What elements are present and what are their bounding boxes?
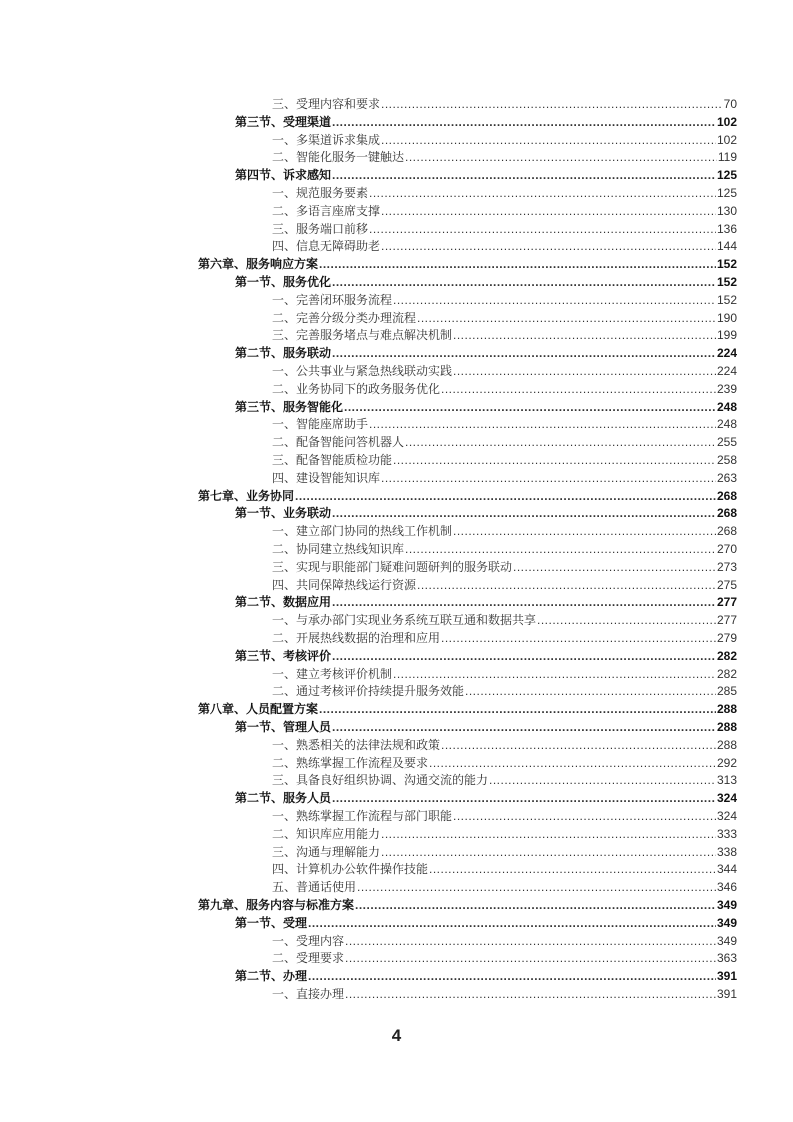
toc-item-entry[interactable] bbox=[272, 665, 737, 683]
dot-leader bbox=[319, 255, 716, 273]
toc-entry-title: 一、建立考核评价机制 bbox=[272, 666, 393, 681]
dot-leader bbox=[381, 131, 716, 149]
toc-entry-page: 391 bbox=[716, 969, 737, 984]
toc-entry-title: 第三节、受理渠道 bbox=[235, 114, 332, 129]
toc-entry-page: 324 bbox=[716, 809, 737, 823]
dot-leader bbox=[429, 754, 716, 772]
toc-item-entry[interactable] bbox=[272, 629, 737, 647]
toc-entry-title: 第九章、服务内容与标准方案 bbox=[198, 898, 355, 912]
toc-item-entry[interactable] bbox=[272, 878, 737, 896]
dot-leader bbox=[381, 843, 716, 861]
toc-section-entry[interactable] bbox=[235, 166, 737, 184]
toc-chapter-entry[interactable] bbox=[198, 487, 737, 505]
dot-leader bbox=[332, 718, 716, 736]
toc-entry-page: 282 bbox=[716, 648, 737, 663]
dot-leader bbox=[295, 487, 716, 505]
toc-entry-page: 152 bbox=[716, 275, 737, 289]
toc-item-entry[interactable] bbox=[272, 807, 737, 825]
toc-entry-page: 270 bbox=[716, 542, 737, 556]
toc-entry-title: 一、熟悉相关的法律法规和政策 bbox=[272, 737, 441, 752]
toc-entry-title: 五、普通话使用 bbox=[272, 880, 357, 895]
dot-leader bbox=[332, 166, 716, 184]
toc-item-entry[interactable] bbox=[272, 540, 737, 558]
toc-item-entry[interactable] bbox=[272, 184, 737, 202]
toc-entry-title: 二、完善分级分类办理流程 bbox=[272, 310, 417, 325]
toc-entry-page: 102 bbox=[716, 114, 737, 129]
toc-item-entry[interactable] bbox=[272, 860, 737, 878]
toc-entry-title: 第七章、业务协同 bbox=[198, 488, 295, 503]
toc-entry-title: 第八章、人员配置方案 bbox=[198, 702, 319, 717]
toc-entry-title: 第二节、数据应用 bbox=[235, 595, 332, 610]
toc-entry-title: 二、智能化服务一键触达 bbox=[272, 150, 405, 165]
toc-entry-title: 一、受理内容 bbox=[272, 933, 345, 948]
dot-leader bbox=[429, 860, 716, 878]
dot-leader bbox=[513, 558, 716, 576]
dot-leader bbox=[332, 593, 716, 611]
toc-item-entry[interactable] bbox=[272, 220, 737, 238]
toc-entry-page: 268 bbox=[716, 488, 737, 503]
toc-entry-page: 338 bbox=[716, 844, 737, 859]
dot-leader bbox=[345, 985, 716, 1003]
toc-item-entry[interactable] bbox=[272, 326, 737, 344]
toc-entry-page: 277 bbox=[716, 613, 737, 628]
dot-leader bbox=[393, 451, 716, 469]
toc-entry-title: 三、配备智能质检功能 bbox=[272, 453, 393, 467]
toc-entry-page: 275 bbox=[716, 577, 737, 592]
dot-leader bbox=[537, 611, 716, 629]
toc-entry-title: 四、计算机办公软件操作技能 bbox=[272, 862, 429, 877]
toc-entry-page: 258 bbox=[716, 453, 737, 467]
toc-entry-title: 二、熟练掌握工作流程及要求 bbox=[272, 755, 429, 770]
dot-leader bbox=[357, 878, 716, 896]
dot-leader bbox=[441, 736, 716, 754]
dot-leader bbox=[332, 273, 716, 291]
toc-entry-page: 346 bbox=[716, 880, 737, 895]
toc-entry-page: 119 bbox=[717, 150, 737, 165]
toc-entry-page: 136 bbox=[716, 221, 737, 236]
toc-entry-page: 277 bbox=[716, 595, 737, 610]
toc-entry-page: 255 bbox=[716, 435, 737, 450]
toc-item-entry[interactable] bbox=[272, 415, 737, 433]
toc-section-entry[interactable] bbox=[235, 593, 737, 611]
dot-leader bbox=[381, 237, 716, 255]
toc-item-entry[interactable] bbox=[272, 95, 737, 113]
dot-leader bbox=[355, 896, 716, 914]
toc-item-entry[interactable] bbox=[272, 932, 737, 950]
dot-leader bbox=[381, 202, 716, 220]
toc-entry-page: 239 bbox=[716, 381, 737, 396]
toc-item-entry[interactable] bbox=[272, 949, 737, 967]
toc-entry-title: 第六章、服务响应方案 bbox=[198, 257, 319, 272]
dot-leader bbox=[381, 95, 723, 113]
toc-entry-page: 344 bbox=[716, 862, 737, 877]
dot-leader bbox=[417, 576, 716, 594]
toc-entry-title: 三、受理内容和要求 bbox=[272, 97, 381, 111]
toc-entry-title: 二、业务协同下的政务服务优化 bbox=[272, 381, 441, 396]
toc-item-entry[interactable] bbox=[272, 380, 737, 398]
dot-leader bbox=[332, 113, 716, 131]
toc-entry-title: 第一节、服务优化 bbox=[235, 275, 332, 289]
toc-entry-title: 一、建立部门协同的热线工作机制 bbox=[272, 524, 453, 539]
toc-entry-page: 268 bbox=[716, 524, 737, 539]
toc-entry-page: 152 bbox=[716, 257, 737, 272]
toc-entry-title: 四、信息无障碍助老 bbox=[272, 239, 381, 254]
toc-entry-page: 288 bbox=[716, 702, 737, 717]
toc-item-entry[interactable] bbox=[272, 433, 737, 451]
page-number: 4 bbox=[391, 1026, 402, 1045]
toc-entry-title: 第一节、业务联动 bbox=[235, 506, 332, 521]
toc-chapter-entry[interactable] bbox=[198, 255, 737, 273]
toc-item-entry[interactable] bbox=[272, 362, 737, 380]
toc-entry-page: 224 bbox=[716, 346, 737, 361]
toc-entry-page: 144 bbox=[716, 239, 737, 254]
toc-entry-page: 263 bbox=[716, 470, 737, 485]
toc-entry-page: 324 bbox=[716, 791, 737, 806]
toc-entry-page: 248 bbox=[716, 417, 737, 432]
dot-leader bbox=[441, 629, 716, 647]
toc-item-entry[interactable] bbox=[272, 309, 737, 327]
toc-entry-title: 二、通过考核评价持续提升服务效能 bbox=[272, 684, 465, 699]
toc-entry-title: 第二节、服务联动 bbox=[235, 346, 332, 361]
toc-item-entry[interactable] bbox=[272, 843, 737, 861]
toc-section-entry[interactable] bbox=[235, 718, 737, 736]
toc-entry-title: 第二节、服务人员 bbox=[235, 791, 332, 806]
dot-leader bbox=[344, 398, 716, 416]
toc-item-entry[interactable] bbox=[272, 291, 737, 309]
toc-item-entry[interactable] bbox=[272, 451, 737, 469]
toc-entry-title: 二、受理要求 bbox=[272, 951, 345, 966]
toc-section-entry[interactable] bbox=[235, 647, 737, 665]
dot-leader bbox=[345, 949, 716, 967]
toc-item-entry[interactable] bbox=[272, 148, 737, 166]
toc-entry-title: 第一节、受理 bbox=[235, 915, 308, 930]
toc-entry-title: 第三节、服务智能化 bbox=[235, 399, 344, 414]
dot-leader bbox=[345, 932, 716, 950]
toc-entry-page: 190 bbox=[716, 310, 737, 325]
toc-entry-title: 第一节、管理人员 bbox=[235, 720, 332, 734]
toc-entry-page: 349 bbox=[716, 933, 737, 948]
toc-item-entry[interactable] bbox=[272, 558, 737, 576]
toc-item-entry[interactable] bbox=[272, 576, 737, 594]
toc-section-entry[interactable] bbox=[235, 967, 737, 985]
dot-leader bbox=[381, 469, 716, 487]
toc-item-entry[interactable] bbox=[272, 611, 737, 629]
dot-leader bbox=[308, 967, 716, 985]
toc-entry-page: 125 bbox=[716, 168, 737, 183]
toc-entry-title: 四、共同保障热线运行资源 bbox=[272, 577, 417, 592]
toc-entry-title: 三、完善服务堵点与难点解决机制 bbox=[272, 328, 453, 343]
toc-entry-page: 125 bbox=[716, 186, 737, 200]
toc-entry-page: 363 bbox=[716, 951, 737, 966]
toc-item-entry[interactable] bbox=[272, 202, 737, 220]
dot-leader bbox=[453, 362, 716, 380]
toc-entry-title: 二、开展热线数据的治理和应用 bbox=[272, 631, 441, 645]
toc-chapter-entry[interactable] bbox=[198, 700, 737, 718]
toc-entry-page: 292 bbox=[716, 755, 737, 770]
toc-entry-page: 102 bbox=[716, 132, 737, 147]
toc-item-entry[interactable] bbox=[272, 754, 737, 772]
toc-entry-page: 288 bbox=[716, 720, 737, 734]
toc-item-entry[interactable] bbox=[272, 771, 737, 789]
toc-section-entry[interactable] bbox=[235, 344, 737, 362]
toc-entry-title: 第二节、办理 bbox=[235, 969, 308, 984]
toc-entry-page: 349 bbox=[716, 915, 737, 930]
toc-entry-title: 一、与承办部门实现业务系统互联互通和数据共享 bbox=[272, 613, 537, 628]
toc-entry-page: 391 bbox=[716, 987, 737, 1001]
toc-chapter-entry[interactable] bbox=[198, 896, 737, 914]
toc-entry-page: 273 bbox=[716, 559, 737, 574]
toc-entry-title: 一、智能座席助手 bbox=[272, 417, 369, 432]
toc-item-entry[interactable] bbox=[272, 131, 737, 149]
toc-entry-page: 199 bbox=[716, 328, 737, 343]
toc-section-entry[interactable] bbox=[235, 113, 737, 131]
dot-leader bbox=[417, 309, 716, 327]
toc-entry-title: 四、建设智能知识库 bbox=[272, 470, 381, 485]
toc-entry-title: 三、具备良好组织协调、沟通交流的能力 bbox=[272, 773, 489, 788]
dot-leader bbox=[332, 344, 716, 362]
dot-leader bbox=[393, 665, 716, 683]
dot-leader bbox=[332, 647, 716, 665]
toc-entry-page: 268 bbox=[716, 506, 737, 521]
dot-leader bbox=[453, 326, 716, 344]
toc-item-entry[interactable] bbox=[272, 736, 737, 754]
toc-entry-page: 282 bbox=[716, 666, 737, 681]
toc-item-entry[interactable] bbox=[272, 825, 737, 843]
dot-leader bbox=[489, 771, 716, 789]
toc-entry-title: 第四节、诉求感知 bbox=[235, 168, 332, 183]
dot-leader bbox=[381, 825, 716, 843]
dot-leader bbox=[332, 789, 716, 807]
toc-entry-page: 70 bbox=[723, 97, 737, 111]
toc-entry-page: 152 bbox=[716, 292, 737, 307]
toc-entry-title: 一、熟练掌握工作流程与部门职能 bbox=[272, 809, 453, 823]
toc-item-entry[interactable] bbox=[272, 237, 737, 255]
toc-item-entry[interactable] bbox=[272, 469, 737, 487]
toc-section-entry[interactable] bbox=[235, 504, 737, 522]
toc-entry-title: 一、规范服务要素 bbox=[272, 186, 369, 200]
toc-entry-page: 224 bbox=[716, 364, 737, 378]
toc-entry-title: 三、沟通与理解能力 bbox=[272, 844, 381, 859]
toc-entry-title: 三、服务端口前移 bbox=[272, 221, 369, 236]
toc-entry-title: 三、实现与职能部门疑难问题研判的服务联动 bbox=[272, 559, 513, 574]
dot-leader bbox=[405, 540, 716, 558]
toc-entry-title: 二、协同建立热线知识库 bbox=[272, 542, 405, 556]
toc-entry-title: 一、直接办理 bbox=[272, 987, 345, 1001]
dot-leader bbox=[319, 700, 716, 718]
dot-leader bbox=[405, 148, 717, 166]
dot-leader bbox=[441, 380, 716, 398]
dot-leader bbox=[393, 291, 716, 309]
toc-entry-title: 一、公共事业与紧急热线联动实践 bbox=[272, 364, 453, 378]
toc-entry-title: 二、多语言座席支撑 bbox=[272, 203, 381, 218]
toc-entry-title: 一、完善闭环服务流程 bbox=[272, 292, 393, 307]
dot-leader bbox=[453, 807, 716, 825]
toc-entry-title: 第三节、考核评价 bbox=[235, 648, 332, 663]
toc-entry-page: 288 bbox=[716, 737, 737, 752]
dot-leader bbox=[453, 522, 716, 540]
toc-entry-page: 248 bbox=[716, 399, 737, 414]
toc-section-entry[interactable] bbox=[235, 273, 737, 291]
dot-leader bbox=[369, 184, 716, 202]
toc-item-entry[interactable] bbox=[272, 522, 737, 540]
dot-leader bbox=[369, 415, 716, 433]
toc-entry-page: 285 bbox=[716, 684, 737, 699]
toc-entry-page: 279 bbox=[716, 631, 737, 645]
dot-leader bbox=[465, 682, 716, 700]
dot-leader bbox=[308, 914, 716, 932]
toc-entry-page: 333 bbox=[716, 826, 737, 841]
toc-entry-title: 二、知识库应用能力 bbox=[272, 826, 381, 841]
toc-entry-page: 313 bbox=[716, 773, 737, 788]
toc-item-entry[interactable] bbox=[272, 682, 737, 700]
toc-item-entry[interactable] bbox=[272, 985, 737, 1003]
dot-leader bbox=[332, 504, 716, 522]
toc-entry-title: 一、多渠道诉求集成 bbox=[272, 132, 381, 147]
toc-section-entry[interactable] bbox=[235, 914, 737, 932]
toc-entry-title: 二、配备智能问答机器人 bbox=[272, 435, 405, 450]
toc-entry-page: 349 bbox=[716, 898, 737, 912]
dot-leader bbox=[369, 220, 716, 238]
toc-entry-page: 130 bbox=[716, 203, 737, 218]
toc-section-entry[interactable] bbox=[235, 789, 737, 807]
dot-leader bbox=[405, 433, 716, 451]
toc-section-entry[interactable] bbox=[235, 398, 737, 416]
